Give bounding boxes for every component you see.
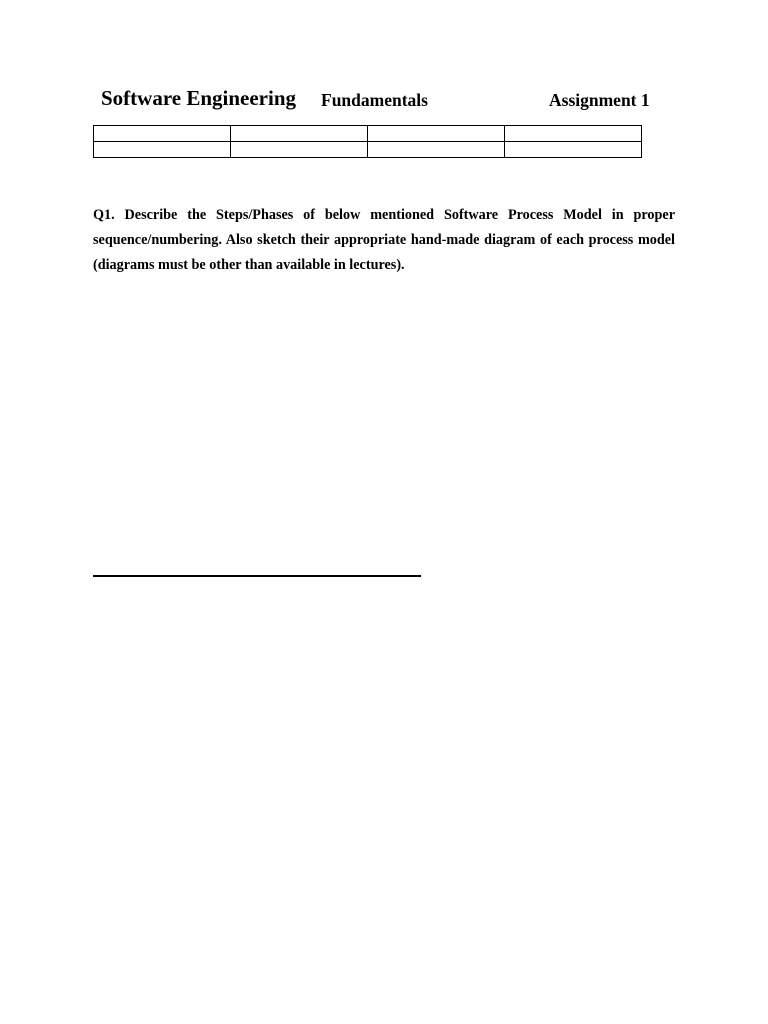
question-text: Q1. Describe the Steps/Phases of below mentioned Software Process Model in proper sequence/numbering. Also sketch their appropriate hand-made diagram of each process model (diagrams must be other than available in lectures). xyxy=(93,207,675,274)
divider-line xyxy=(93,575,421,577)
document-subtitle: Fundamentals xyxy=(321,90,428,110)
assignment-label: Assignment 1 xyxy=(549,90,650,110)
table-row xyxy=(94,126,642,142)
table-cell xyxy=(505,126,642,142)
document-header xyxy=(101,86,671,116)
table-cell xyxy=(505,142,642,158)
table-row xyxy=(94,142,642,158)
table-cell xyxy=(231,126,368,142)
table-cell xyxy=(368,126,505,142)
table-cell xyxy=(94,126,231,142)
info-table xyxy=(93,125,642,158)
document-title: Software Engineering xyxy=(101,86,297,110)
table-cell xyxy=(231,142,368,158)
table-cell xyxy=(94,142,231,158)
table-cell xyxy=(368,142,505,158)
